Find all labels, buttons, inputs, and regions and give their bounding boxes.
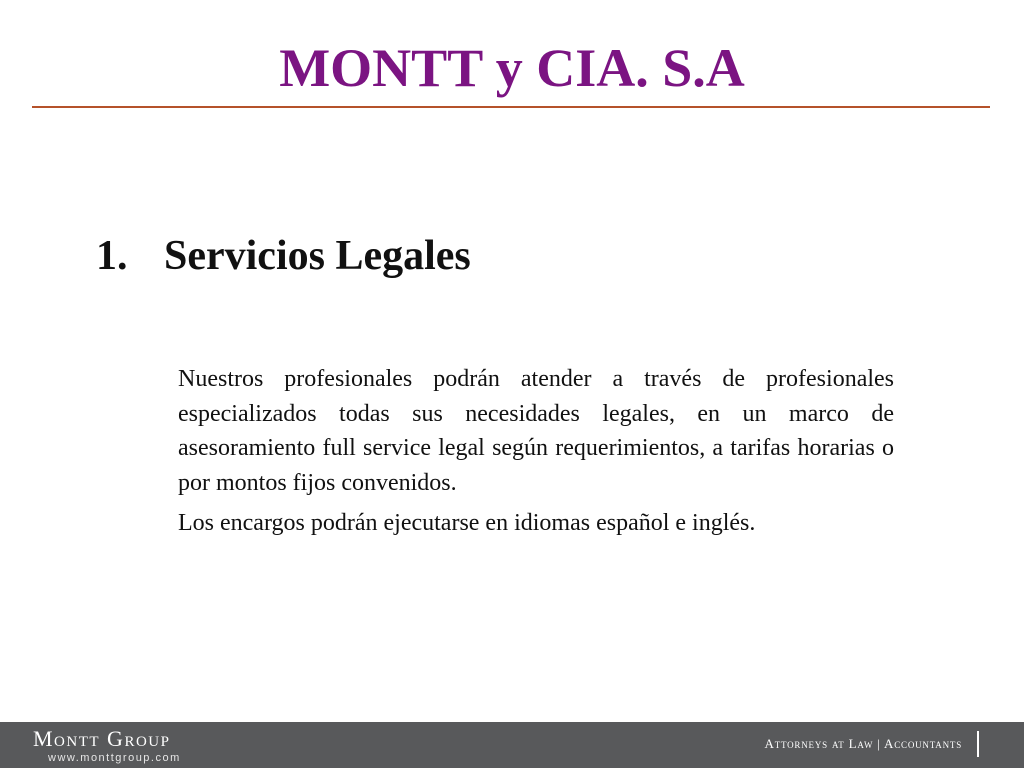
footer-brand-logo: Montt Group <box>33 726 171 751</box>
footer-bar <box>0 722 1024 768</box>
title-divider <box>32 106 990 108</box>
body-paragraph-languages: Los encargos podrán ejecutarse en idiomas español e inglés. <box>178 510 756 536</box>
section-heading-text: Servicios Legales <box>164 233 471 279</box>
footer-tagline: Attorneys at Law | Accountants <box>764 736 962 751</box>
section-heading <box>96 226 471 286</box>
footer-divider <box>977 731 979 757</box>
footer-url: www.monttgroup.com <box>48 752 181 764</box>
body-paragraph-services: Nuestros profesionales podrán atender a través de profesionales especializados todas sus necesidades legales, en un marco de asesoramiento full service legal según requerimientos, a tarifas horarias o por montos fijos convenidos. <box>178 366 894 496</box>
body-text <box>178 362 894 547</box>
section-number: 1. <box>96 233 128 279</box>
slide-title: MONTT y CIA. S.A <box>279 38 745 98</box>
